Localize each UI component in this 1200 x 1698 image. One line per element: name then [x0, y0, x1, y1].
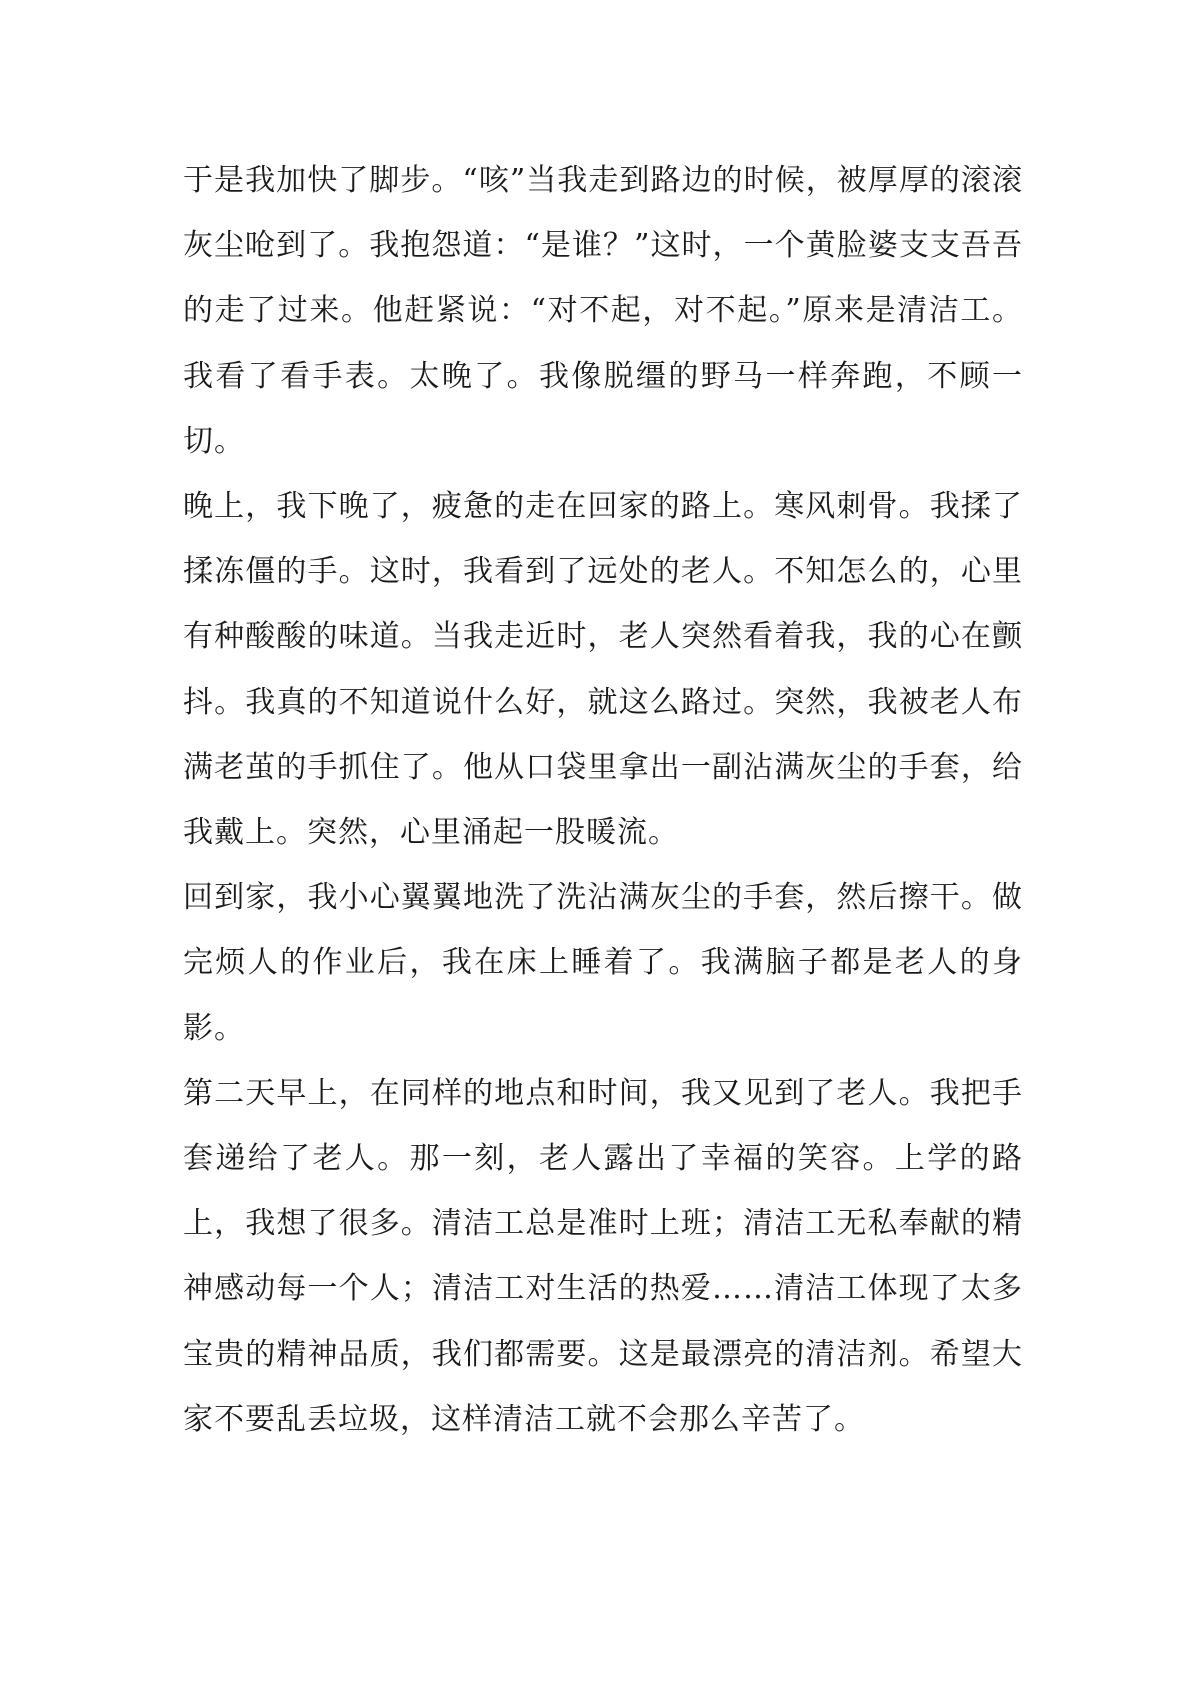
- document-body: [183, 148, 1023, 1452]
- paragraph-1: 于是我加快了脚步。“咳”当我走到路边的时候，被厚厚的滚滚灰尘呛到了。我抱怨道：“是谁？”这时，一个黄脸婆支支吾吾的走了过来。他赶紧说：“对不起，对不起。”原来是清洁工。我看了看手表。太晚了。我像脱缰的野马一样奔跑，不顾一切。: [183, 163, 1023, 459]
- paragraph-4: 第二天早上，在同样的地点和时间，我又见到了老人。我把手套递给了老人。那一刻，老人露出了幸福的笑容。上学的路上，我想了很多。清洁工总是准时上班；清洁工无私奉献的精神感动每一个人；清洁工对生活的热爱……清洁工体现了太多宝贵的精神品质，我们都需要。这是最漂亮的清洁剂。希望大家不要乱丢垃圾，这样清洁工就不会那么辛苦了。: [183, 1075, 1023, 1437]
- paragraph-2: 晚上，我下晚了，疲惫的走在回家的路上。寒风刺骨。我揉了揉冻僵的手。这时，我看到了远处的老人。不知怎么的，心里有种酸酸的味道。当我走近时，老人突然看着我，我的心在颤抖。我真的不知道说什么好，就这么路过。突然，我被老人布满老茧的手抓住了。他从口袋里拿出一副沾满灰尘的手套，给我戴上。突然，心里涌起一股暖流。: [183, 489, 1023, 851]
- paragraph-3: 回到家，我小心翼翼地洗了洗沾满灰尘的手套，然后擦干。做完烦人的作业后，我在床上睡着了。我满脑子都是老人的身影。: [183, 880, 1023, 1046]
